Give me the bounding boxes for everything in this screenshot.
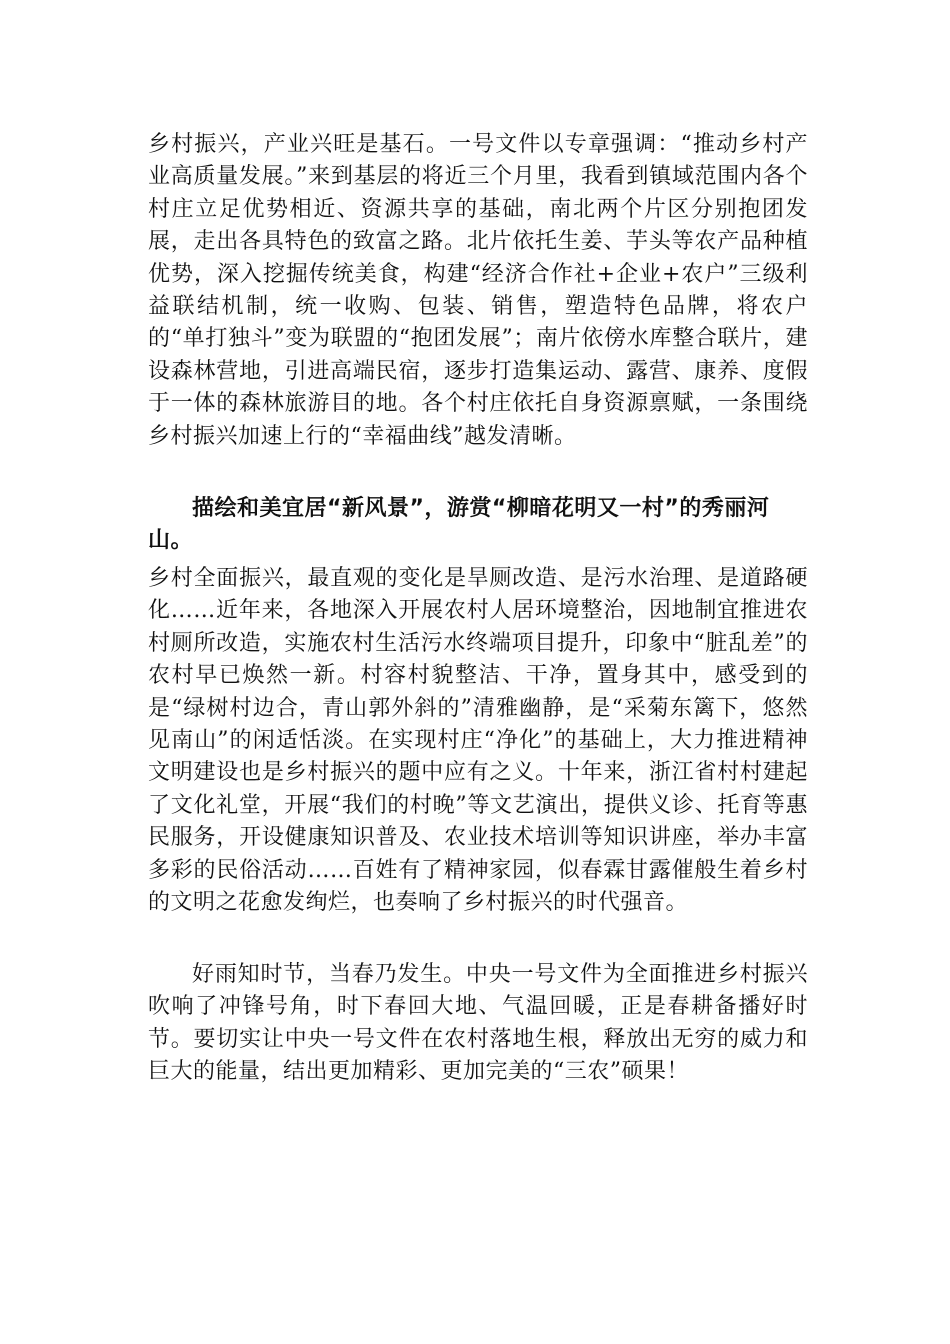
paragraph-environment: 乡村全面振兴，最直观的变化是旱厕改造、是污水治理、是道路硬化……近年来，各地深入开展农村人居环境整治，因地制宜推进农村厕所改造，实施农村生活污水终端项目提升，印象中“脏乱差”的农村早已焕然一新。村容村貌整洁、干净，置身其中，感受到的是“绿树村边合，青山郭外斜的”清雅幽静，是“采菊东篱下，悠然见南山”的闲适恬淡。在实现村庄“净化”的基础上，大力推进精神文明建设也是乡村振兴的题中应有之义。十年来，浙江省村村建起了文化礼堂，开展“我们的村晚”等文艺演出，提供义诊、托育等惠民服务，开设健康知识普及、农业技术培训等知识讲座，举办丰富多彩的民俗活动……百姓有了精神家园，似春霖甘露催般生着乡村的文明之花愈发绚烂，也奏响了乡村振兴的时代强音。 [148, 566, 808, 916]
section-heading: 描绘和美宜居“新风景”，游赏“柳暗花明又一村”的秀丽河山。 [148, 496, 770, 553]
paragraph-conclusion: 好雨知时节，当春乃发生。中央一号文件为全面推进乡村振兴吹响了冲锋号角，时下春回大地、气温回暖，正是春耕备播好时节。要切实让中央一号文件在农村落地生根，释放出无穷的威力和巨大的能量，结出更加精彩、更加完美的“三农”硕果！ [148, 962, 808, 1085]
paragraph-industry: 乡村振兴，产业兴旺是基石。一号文件以专章强调：“推动乡村产业高质量发展。”来到基层的将近三个月里，我看到镇域范围内各个村庄立足优势相近、资源共享的基础，南北两个片区分别抱团发展，走出各具特色的致富之路。北片依托生姜、芋头等农产品种植优势，深入挖掘传统美食，构建“经济合作社+企业+农户”三级利益联结机制，统一收购、包装、销售，塑造特色品牌，将农户的“单打独斗”变为联盟的“抱团发展”；南片依傍水库整合联片，建设森林营地，引进高端民宿，逐步打造集运动、露营、康养、度假于一体的森林旅游目的地。各个村庄依托自身资源禀赋，一条围绕乡村振兴加速上行的“幸福曲线”越发清晰。 [148, 132, 808, 449]
